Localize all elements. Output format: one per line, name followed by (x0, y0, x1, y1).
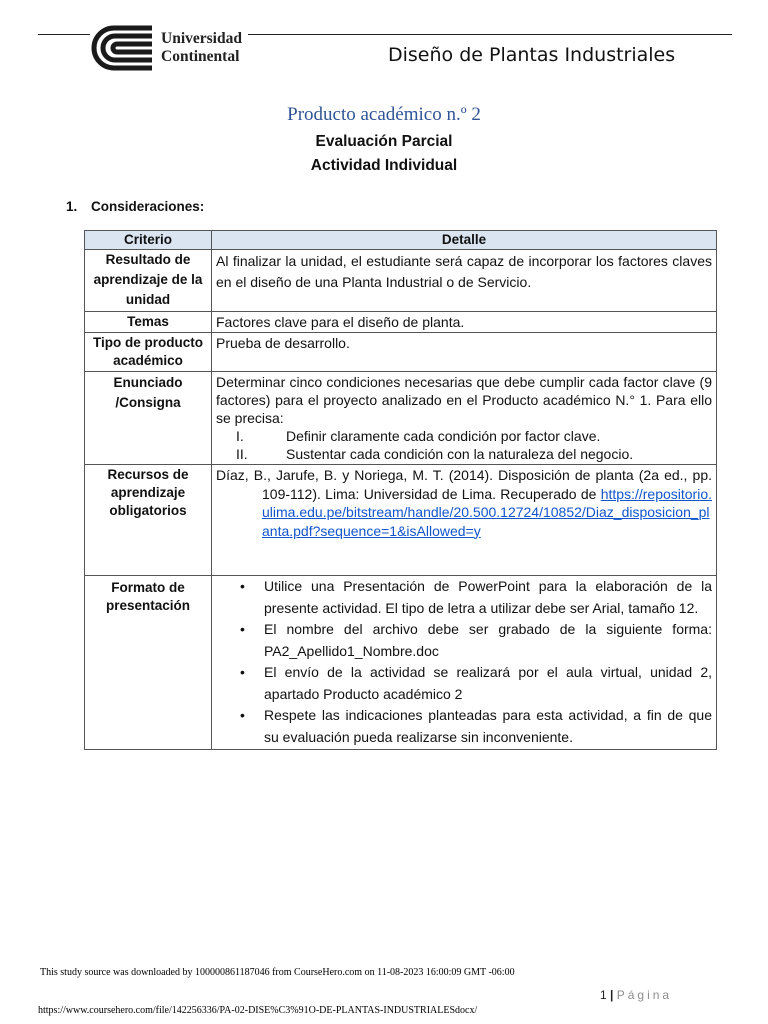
row-label-enunciado (85, 372, 212, 465)
row-label-recursos: Recursos de aprendizaje obligatorios (85, 465, 212, 576)
source-url[interactable]: https://www.coursehero.com/file/142256336/PA-02-DISE%C3%91O-DE-PLANTAS-INDUSTRIALESdocx/ (38, 1005, 478, 1016)
enunciado-label-line2: /Consigna (115, 395, 181, 410)
row-label-tipo: Tipo de producto académico (85, 333, 212, 372)
page-word: Página (616, 988, 673, 1002)
enunciado-intro: Determinar cinco condiciones necesarias que debe cumplir cada factor clave (9 factores) para el proyecto analizado en el Producto académico N.° 1. Para ello se precisa: (216, 374, 712, 426)
bullet-icon: • (240, 621, 245, 637)
row-detail-temas: Factores clave para el diseño de planta. (212, 312, 717, 333)
reference-text: Díaz, B., Jarufe, B. y Noriega, M. T. (2014). Disposición de planta (2a ed., pp. 109-112). Lima: Universidad de Lima. Recuperado de (216, 467, 712, 502)
list-item (216, 576, 712, 619)
enunciado-label-line1: Enunciado (113, 375, 183, 390)
list-text: Utilice una Presentación de PowerPoint para la elaboración de la presente actividad. El tipo de letra a utilizar debe ser Arial, tamaño 12. (264, 578, 712, 616)
bullet-icon: • (240, 578, 245, 594)
university-name-line1: Universidad (161, 30, 242, 47)
list-text: El envío de la actividad se realizará por el aula virtual, unidad 2, apartado Producto académico 2 (264, 664, 712, 702)
section-number: 1. (66, 199, 78, 214)
table-row (85, 372, 717, 465)
reference-link[interactable]: https://repositorio.ulima.edu.pe/bitstream/handle/20.500.12724/10852/Diaz_disposicion_planta.pdf?sequence=1&isAllowed=y (262, 485, 713, 539)
list-text: Sustentar cada condición con la naturaleza del negocio. (286, 446, 634, 462)
list-text: Definir claramente cada condición por factor clave. (286, 428, 601, 444)
list-text: Respete las indicaciones planteadas para esta actividad, a fin de que su evaluación pueda realizarse sin inconveniente. (264, 707, 712, 745)
table-row (85, 576, 717, 750)
row-detail-tipo: Prueba de desarrollo. (212, 333, 717, 372)
section-title: Consideraciones: (91, 199, 205, 214)
reference-citation (216, 466, 712, 540)
document-title: Diseño de Plantas Industriales (388, 44, 676, 66)
table-row (85, 312, 717, 333)
list-item (216, 445, 712, 463)
row-detail-resultado: Al finalizar la unidad, el estudiante será capaz de incorporar los factores claves en el diseño de una Planta Industrial o de Servicio. (212, 250, 717, 312)
row-detail-enunciado (212, 372, 717, 465)
header-rule-right (248, 34, 732, 35)
evaluation-subtitle: Evaluación Parcial (315, 133, 453, 150)
row-detail-formato (212, 576, 717, 750)
row-detail-recursos (212, 465, 717, 576)
download-note: This study source was downloaded by 100000861187046 from CourseHero.com on 11-08-2023 16:00:09 GMT -06:00 (40, 967, 515, 978)
product-title: Producto académico n.º 2 (287, 104, 481, 125)
list-item (216, 662, 712, 705)
bullet-icon: • (240, 664, 245, 680)
list-numeral: I. (236, 428, 244, 444)
page-number (600, 988, 672, 1002)
list-text: El nombre del archivo debe ser grabado de la siguiente forma: PA2_Apellido1_Nombre.doc (264, 621, 712, 659)
page-number-value: 1 (600, 988, 607, 1002)
header-rule-left (38, 34, 90, 35)
format-list (216, 576, 712, 748)
list-item (216, 619, 712, 662)
section-heading (66, 199, 204, 214)
table-row (85, 465, 717, 576)
bullet-icon: • (240, 707, 245, 723)
university-name (161, 30, 242, 66)
activity-subtitle: Actividad Individual (310, 157, 458, 174)
table-row (85, 250, 717, 312)
row-label-temas: Temas (85, 312, 212, 333)
university-logo-icon (90, 22, 160, 74)
criteria-table (84, 230, 717, 750)
table-row (85, 333, 717, 372)
enunciado-list (216, 427, 712, 463)
header-detalle: Detalle (212, 231, 717, 250)
page-separator: | (610, 988, 614, 1002)
list-item (216, 705, 712, 748)
list-numeral: II. (236, 446, 248, 462)
list-item (216, 427, 712, 445)
row-label-resultado: Resultado de aprendizaje de la unidad (85, 250, 212, 312)
row-label-formato: Formato de presentación (85, 576, 212, 750)
university-name-line2: Continental (161, 48, 240, 65)
header-criterio: Criterio (85, 231, 212, 250)
table-header-row (85, 231, 717, 250)
